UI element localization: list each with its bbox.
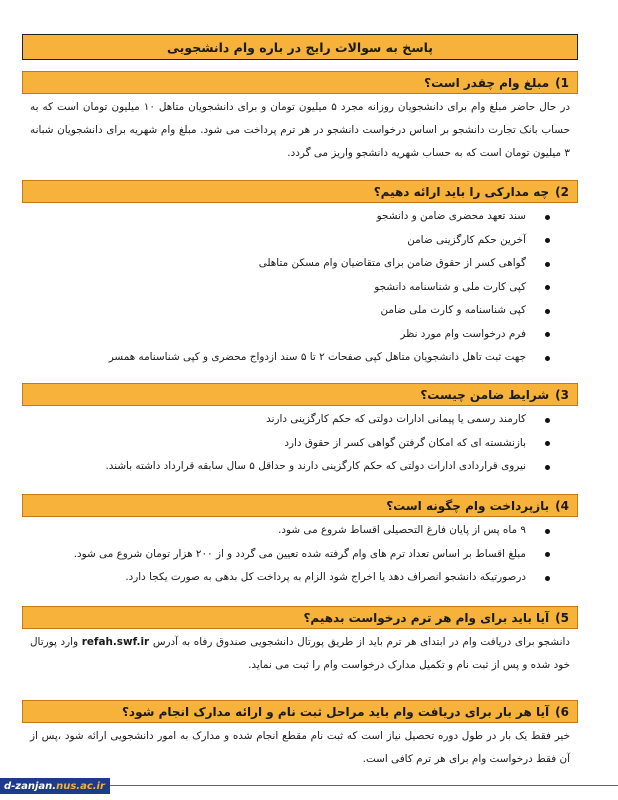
page-title: پاسخ به سوالات رایج در باره وام دانشجویی	[22, 34, 578, 60]
section-heading: چه مدارکی را باید ارائه دهیم؟	[373, 184, 550, 199]
section-header	[22, 494, 578, 517]
section-heading: مبلغ وام چقدر است؟	[424, 75, 550, 90]
list-item: نیروی قراردادی ادارات دولتی که حکم کارگزینی دارند و حداقل ۵ سال سابقه قرارداد داشته باشند.	[22, 455, 578, 479]
section-heading: آیا باید برای وام هر ترم درخواست بدهیم؟	[303, 610, 550, 625]
list-item: مبلغ اقساط بر اساس تعداد ترم های وام گرفته شده تعیین می گردد و از ۲۰۰ هزار تومان شروع می شود.	[22, 543, 578, 567]
list-item: سند تعهد محضری ضامن و دانشجو	[22, 205, 578, 229]
section-number: 4)	[555, 498, 569, 513]
list-item: کپی کارت ملی و شناسنامه دانشجو	[22, 276, 578, 300]
guarantor-list	[22, 408, 578, 479]
section-header	[22, 383, 578, 406]
section-heading: بازپرداخت وام چگونه است؟	[386, 498, 550, 513]
section-number: 6)	[555, 704, 569, 719]
section-number: 5)	[555, 610, 569, 625]
paragraph-text: دانشجو برای دریافت وام در ابتدای هر ترم باید از طریق پورتال دانشجویی صندوق رفاه به آدرس	[152, 636, 570, 648]
section-number: 2)	[555, 184, 569, 199]
section-header	[22, 180, 578, 203]
section-6	[22, 700, 578, 771]
list-item: گواهی کسر از حقوق ضامن برای متقاضیان وام مسکن متاهلی	[22, 252, 578, 276]
portal-link[interactable]: refah.swf.ir	[81, 636, 150, 648]
repayment-list	[22, 519, 578, 590]
section-number: 1)	[555, 75, 569, 90]
section-paragraph	[22, 629, 578, 677]
list-item: کارمند رسمی یا پیمانی ادارات دولتی که حکم کارگزینی دارند	[22, 408, 578, 432]
list-item: جهت ثبت تاهل دانشجویان متاهل کپی صفحات ۲ تا ۵ سند ازدواج محضری و کپی شناسنامه همسر	[22, 346, 578, 370]
list-item: بازنشسته ای که امکان گرفتن گواهی کسر از حقوق دارد	[22, 432, 578, 456]
footer-divider	[110, 785, 618, 786]
section-1	[22, 71, 578, 165]
section-paragraph: در حال حاضر مبلغ وام برای دانشجویان روزانه مجرد ۵ میلیون تومان و برای دانشجویان متاهل ۱۰ میلیون تومان است که به حساب بانک تجارت دانشجو بر اساس درخواست دانشجو در هر ترم پرداخت می شود. مبلغ وام شهریه برای دانشجویان شبانه ۳ میلیون تومان است که به حساب شهریه دانشجو واریز می گردد.	[30, 101, 570, 159]
document-list	[22, 205, 578, 370]
section-heading: آیا هر بار برای دریافت وام باید مراحل ثبت نام و ارائه مدارک انجام شود؟	[121, 704, 550, 719]
section-5	[22, 606, 578, 677]
section-heading: شرایط ضامن چیست؟	[420, 387, 550, 402]
logo-accent-text: nus.ac.ir	[56, 780, 105, 792]
list-item: درصورتیکه دانشجو انصراف دهد یا اخراج شود الزام به پرداخت کل بدهی به صورت یکجا دارد.	[22, 566, 578, 590]
list-item: فرم درخواست وام مورد نظر	[22, 323, 578, 347]
section-header	[22, 700, 578, 723]
section-2	[22, 180, 578, 370]
section-4	[22, 494, 578, 590]
section-paragraph: خیر فقط یک بار در طول دوره تحصیل نیاز است که ثبت نام مقطع انجام شده و مدارک به امور دانشجویی ارائه شود ،پس از آن فقط درخواست وام برای هر ترم کافی است.	[30, 730, 570, 765]
logo-text: d-zanjan.	[4, 780, 57, 792]
section-3	[22, 383, 578, 479]
list-item: ۹ ماه پس از پایان فارغ التحصیلی اقساط شروع می شود.	[22, 519, 578, 543]
section-header	[22, 71, 578, 94]
site-logo	[0, 778, 110, 794]
section-number: 3)	[555, 387, 569, 402]
list-item: کپی شناسنامه و کارت ملی ضامن	[22, 299, 578, 323]
list-item: آخرین حکم کارگزینی ضامن	[22, 229, 578, 253]
section-header	[22, 606, 578, 629]
paragraph-text: وارد پورتال خود شده و پس از ثبت نام و تکمیل مدارک درخواست وام را ثبت می نماید.	[30, 636, 570, 671]
